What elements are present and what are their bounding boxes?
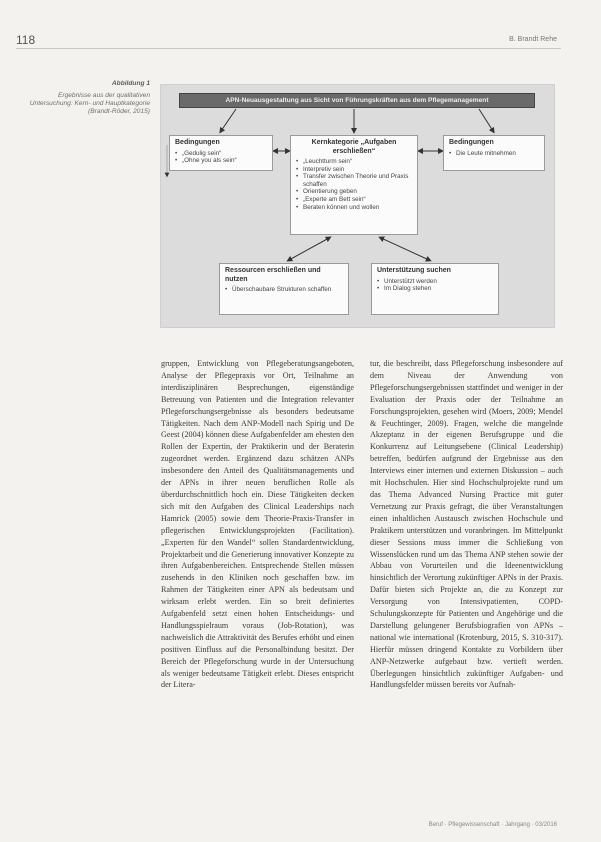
body-paragraph-right: tur, die beschreibt, dass Pflegeforschung insbesondere auf dem Niveau der Anwendung von Pflegeforschungsergebnissen stattfindet und weniger in der Evaluation der Praxis oder der Teilnahme an Forschungsprojekten, gesehen wird (Moers, 2009; Mendel & Feuchtinger, 2009). Fragen, welche die mangelnde Akzeptanz in der eigenen Berufsgruppe und die Konkurrenz auf Leitungsebene (Clinical Leadership) betreffen, bedürfen aufgrund der Ergebnisse aus den Interviews einer internen und externen Diskussion – auch mit Hochschulen. Hier sind Hochschulprojekte rund um das Thema Advanced Nursing Practice mit guter Vernetzung zur Praxis gefragt, die über Veranstaltungen einen inhaltlichen Austausch zwischen Hochschule und Praktikern unterstützen und voranbringen. Im Mittelpunkt dieser Sessions muss immer die Schließung von Wissenslücken rund um das Thema ANP stehen sowie der Abbau von Vorurteilen und die Ideenentwicklung hinsichtlich der Verortung zukünftiger APNs in der Praxis. Dafür bieten sich Projekte an, die zu Konzept zur Versorgung von Intensivpatienten, COPD-Schulungskonzepte für Patienten und Angehörige und die Darstellung gelungener Berufsbiografien von APNs – national wie international (Krotenburg, 2015, S. 310-317). Hierfür müssen dringend Kontakte zu Vorbildern über ANP-Netzwerke aufgebaut bzw. vertieft werden. Überlegungen hinsichtlich zukünftiger Aufgaben- und Handlungsfelder müssen bereits vor Aufnah- [370,359,563,690]
core-category-box [290,135,418,235]
page-number: 118 [16,33,36,47]
conditions-left-heading: Bedingungen [175,139,220,146]
list-item: • „Gedulig sein“ [175,150,267,158]
body-paragraph-left: gruppen, Entwicklung von Pflegeberatungsangeboten, Analyse der Pflegepraxis vor Ort, Teilnahme an interdisziplinären Besprechungen, eigenständige Betreuung von Patienten und die Integration relevanter Pflegeforschungsergebnisse als besonders bedeutsame Tätigkeiten. Nach dem ANP-Modell nach Spirig und De Geest (2004) können diese Aufgabenfelder am ehesten den Rollen der Expertin, der Praktikerin und der Beraterin zugeordnet werden. Ergänzend dazu schätzen ANPs insbesondere den Anteil des Qualitätsmanagements und der APNs in ihrer neuen beruflichen Rolle als überdurchschnittlich hoch ein. Diese Tätigkeiten decken sich mit den Aufgaben des Clinical Leaderships nach Hamrick (2005) sowie dem Theorie-Praxis-Transfer in pflegerischen Entwicklungsprojekten (Facilitation). „Experten für den Wandel“ sollen Standardentwicklung, Projektarbeit und die Generierung innovativer Konzepte zu ihren Aufgabenbereichen. Entsprechende Stellen müssen zusehends in den Kliniken noch geschaffen bzw. im Rahmen der Tätigkeiten einer APN als bedeutsam und wirksam erlebt werden. Ein so breit definiertes Aufgabenfeld setzt einen hohen Entscheidungs- und Handlungsspielraum voraus (Job-Rotation), was nachweislich die Attraktivität des Berufes erhöht und einen positiven Einfluss auf die Personalbindung besitzt. Der Bereich der Pflegeforschung wurde in der Untersuchung als weniger bedeutsame Tätigkeit erlebt. Dieses entspricht der Litera- [161,359,354,690]
support-heading: Unterstützung suchen [377,267,451,274]
figure-diagram [160,84,555,328]
list-item: • Die Leute mitnehmen [449,150,539,158]
list-item: • „Ohne you als sein“ [175,157,267,165]
core-category-heading: Kernkategorie „Aufgaben erschließen“ [311,139,397,155]
body-column-left [161,358,354,691]
conditions-box-left [169,135,273,171]
arrow-center-bottom-left [289,238,329,260]
list-item: • Transfer zwischen Theorie und Praxis schaffen [296,173,412,188]
list-item: • Beraten können und wollen [296,204,412,212]
conditions-right-heading: Bedingungen [449,139,494,146]
page-footer: Beruf · Pflegewissenschaft · Jahrgang · 03/2016 [428,822,557,828]
list-item: • Interpretiv sein [296,166,412,174]
list-item: • Überschaubare Strukturen schaffen [225,286,343,294]
figure-label: Abbildung 1 [111,80,150,87]
list-item: • „Experte am Bett sein“ [296,196,412,204]
arrow-center-bottom-right [381,238,429,260]
conditions-box-right [443,135,545,171]
resources-box [219,263,349,315]
figure-title: APN-Neuausgestaltung aus Sicht von Führungskräften aus dem Pflegemanagement [179,93,535,108]
figure-caption-text: Ergebnisse aus der qualitativen Untersuchung: Kern- und Hauptkategorie (Brandt-Röder, 2015) [29,92,150,115]
support-box [371,263,499,315]
list-item: • Im Dialog stehen [377,285,493,293]
arrow-title-to-left [221,109,236,131]
header-rule [16,48,561,49]
list-item: • „Leuchtturm sein“ [296,158,412,166]
arrow-title-to-right [479,109,493,131]
figure-caption [14,80,150,116]
list-item: • Unterstützt werden [377,278,493,286]
resources-heading: Ressourcen erschließen und nutzen [225,267,321,283]
list-item: • Orientierung geben [296,188,412,196]
running-head: B. Brandt Rehe [509,36,557,43]
body-column-right [370,358,563,691]
